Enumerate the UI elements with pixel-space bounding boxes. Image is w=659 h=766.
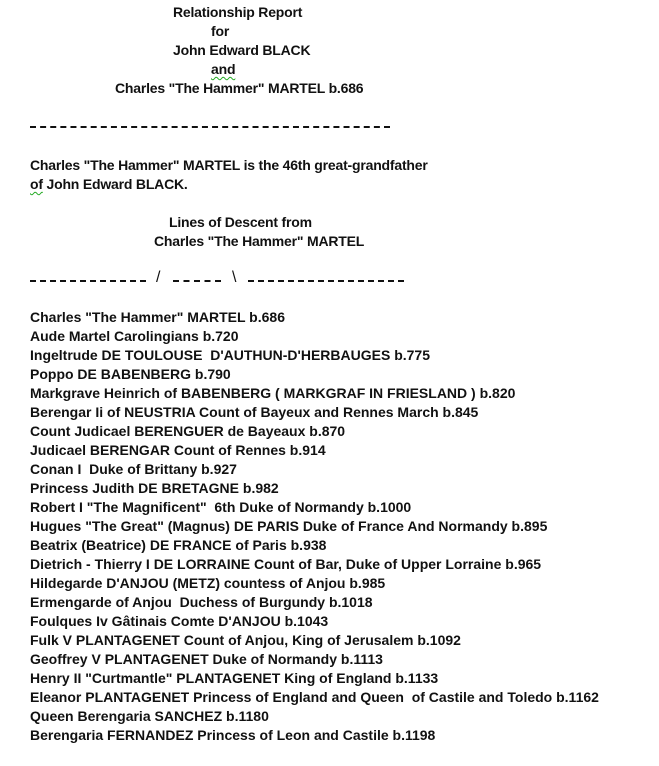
summary-of-word: of (30, 176, 43, 192)
lineage-entry: Beatrix (Beatrice) DE FRANCE of Paris b.938 (30, 537, 327, 553)
lineage-entry: Geoffrey V PLANTAGENET Duke of Normandy b.1113 (30, 651, 383, 667)
lineage-entry: Hugues "The Great" (Magnus) DE PARIS Duke of France And Normandy b.895 (30, 518, 548, 534)
lineage-entry: Charles "The Hammer" MARTEL b.686 (30, 309, 285, 325)
lineage-entry: Markgrave Heinrich of BABENBERG ( MARKGRAF IN FRIESLAND ) b.820 (30, 385, 516, 401)
descent-heading-line1: Lines of Descent from (169, 214, 312, 230)
lineage-entry: Eleanor PLANTAGENET Princess of England and Queen of Castile and Toledo b.1162 (30, 689, 599, 705)
lineage-entry: Robert I "The Magnificent" 6th Duke of Normandy b.1000 (30, 499, 412, 515)
lineage-entry: Conan I Duke of Brittany b.927 (30, 461, 237, 477)
person-b-name: Charles "The Hammer" MARTEL b.686 (115, 80, 364, 96)
lineage-entry: Princess Judith DE BRETAGNE b.982 (30, 480, 279, 496)
lineage-entry: Henry II "Curtmantle" PLANTAGENET King of England b.1133 (30, 670, 439, 686)
lineage-entry: Aude Martel Carolingians b.720 (30, 328, 239, 344)
relationship-summary-line1: Charles "The Hammer" MARTEL is the 46th great-grandfather (30, 157, 428, 173)
lineage-entry: Count Judicael BERENGUER de Bayeaux b.870 (30, 423, 346, 439)
lineage-entry: Foulques Iv Gâtinais Comte D'ANJOU b.1043 (30, 613, 329, 629)
lineage-entry: Ermengarde of Anjou Duchess of Burgundy b.1018 (30, 594, 373, 610)
lineage-entry: Dietrich - Thierry I DE LORRAINE Count of Bar, Duke of Upper Lorraine b.965 (30, 556, 542, 572)
lineage-entry: Fulk V PLANTAGENET Count of Anjou, King of Jerusalem b.1092 (30, 632, 461, 648)
person-a-name: John Edward BLACK (173, 42, 311, 58)
summary-person-a: John Edward BLACK. (42, 176, 188, 192)
lineage-entry: Berengar Ii of NEUSTRIA Count of Bayeux and Rennes March b.845 (30, 404, 479, 420)
relationship-summary-line2 (30, 175, 188, 194)
lineage-entry: Queen Berengaria SANCHEZ b.1180 (30, 708, 269, 724)
branch-slash: / (156, 269, 161, 286)
descent-heading-line2: Charles "The Hammer" MARTEL (154, 233, 365, 249)
lineage-entry: Judicael BERENGAR Count of Rennes b.914 (30, 442, 326, 458)
lineage-entry: Hildegarde D'ANJOU (METZ) countess of Anjou b.985 (30, 575, 386, 591)
report-title: Relationship Report (173, 4, 303, 20)
branch-rule-middle (173, 280, 221, 282)
lineage-entry: Berengaria FERNANDEZ Princess of Leon and Castile b.1198 (30, 727, 436, 743)
branch-rule-right (248, 280, 404, 282)
and-label: and (211, 61, 236, 77)
lineage-entry: Poppo DE BABENBERG b.790 (30, 366, 231, 382)
divider-line (30, 126, 390, 128)
branch-rule-left (30, 280, 146, 282)
branch-backslash: \ (232, 269, 237, 286)
lineage-entry: Ingeltrude DE TOULOUSE D'AUTHUN-D'HERBAUGES b.775 (30, 347, 430, 363)
for-label: for (211, 23, 230, 39)
